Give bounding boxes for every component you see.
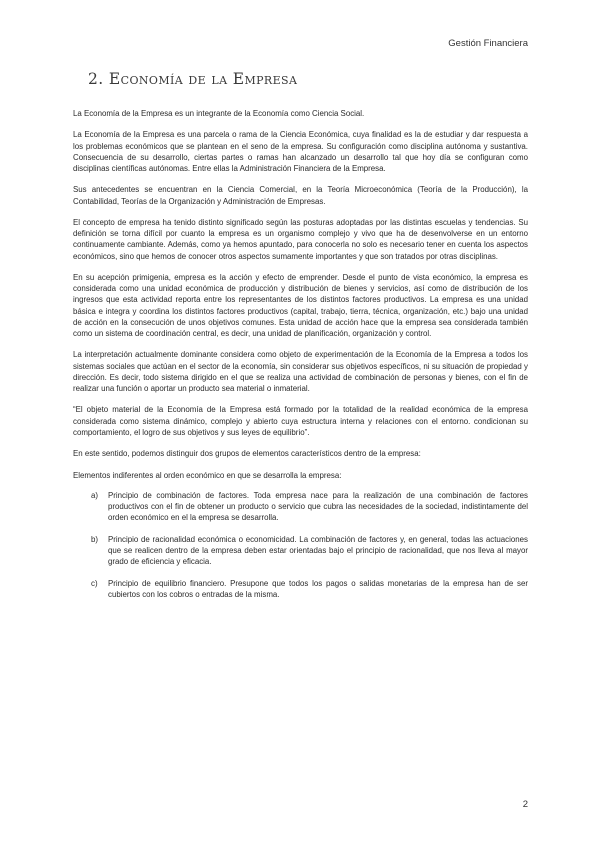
list-item — [91, 490, 528, 524]
list-item — [91, 534, 528, 568]
section-number: 2. — [88, 70, 104, 88]
list-marker: b) — [91, 534, 99, 544]
principles-list — [73, 490, 528, 601]
running-header: Gestión Financiera — [448, 38, 528, 49]
list-lead: Elementos indiferentes al orden económico en que se desarrolla la empresa: — [73, 470, 342, 480]
paragraph: La Economía de la Empresa es un integrante de la Economía como Ciencia Social. — [73, 109, 365, 118]
paragraph: La Economía de la Empresa es una parcela o rama de la Ciencia Económica, cuya finalidad es la de estudiar y dar respuesta a los problemas económicos que se plantean en el seno de la empresa. Su configuración como disciplina autónoma y sustantiva. Consecuencia de su desarrollo, ciertas partes o ramas han alcanzado un desarrollo tal que hoy día se configuran como disciplinas científicas autónomas. Entre ellas la Administración Financiera de la Empresa. — [73, 130, 528, 173]
body-text — [73, 108, 528, 611]
paragraph: En este sentido, podemos distinguir dos grupos de elementos característicos dentro de la empresa: — [73, 449, 421, 459]
section-title — [88, 70, 297, 88]
section-title-text: Economía de la Empresa — [108, 70, 298, 88]
list-item — [91, 578, 528, 600]
paragraph: El concepto de empresa ha tenido distinto significado según las posturas adoptadas por las distintas escuelas y tendencias. Su definición se torna difícil por cuanto la empresa es un organismo complejo y vivo que ha de desenvolverse en un entorno continuamente cambiante. Además, como ya hemos apuntado, para conocerla no solo es necesario tener en cuenta los aspectos económicos, sino que hemos de conocer otros aspectos sumamente importantes y que son tratados por otras disciplinas. — [73, 217, 528, 261]
list-item-text: Principio de equilibrio financiero. Presupone que todos los pagos o salidas monetarias de la empresa han de ser cubiertos con los cobros o entradas de la misma. — [108, 579, 528, 600]
paragraph: Sus antecedentes se encuentran en la Ciencia Comercial, en la Teoría Microeconómica (Teoría de la Producción), la Contabilidad, Teorías de la Organización y Administración de Empresas. — [73, 185, 528, 206]
list-marker: a) — [91, 490, 99, 500]
page-number: 2 — [522, 799, 528, 810]
quote-paragraph: “El objeto material de la Economía de la Empresa está formado por la totalidad de la realidad económica de la empresa considerada como sistema dinámico, complejo y abierto cuya estructura interna y relaciones con el entorno. condicionan su comportamiento, el logro de sus objetivos y sus leyes de equilibrio”. — [73, 405, 528, 437]
list-marker: c) — [91, 579, 98, 588]
list-item-text: Principio de racionalidad económica o economicidad. La combinación de factores y, en general, todas las actuaciones que se realicen dentro de la empresa deben estar orientadas bajo el principio de racionalidad, que nos lleva al mayor grado de eficiencia y eficacia. — [108, 534, 528, 567]
list-item-text: Principio de combinación de factores. Toda empresa nace para la realización de una combinación de factores productivos con el fin de obtener un producto o servicio que cubra las necesidades de la sociedad, indistintamente del orden económico en el la empresa se desarrolla. — [108, 490, 528, 523]
paragraph: La interpretación actualmente dominante considera como objeto de experimentación de la Economía de la Empresa a todos los sistemas sociales que actúan en el sector de la economía, sin considerar sus objetivos específicos, ni su situación de propiedad y dirección. Es decir, todo sistema dirigido en el que se realiza una actividad de combinación de personas y bienes, con el fin de realizar una función o aportar un producto sea material o inmaterial. — [73, 350, 528, 393]
paragraph: En su acepción primigenia, empresa es la acción y efecto de emprender. Desde el punto de vista económico, la empresa es considerada como una unidad económica de producción y distribución de bienes y servicios, así como de distribución de los ingresos que esta actividad reporta entre los representantes de los distintos factores productivos. La empresa es una unidad básica e integra y coordina los distintos factores productivos (capital, trabajo, tierra, técnica, organización, etc.) bajo una unidad de acción en la consecución de unos objetivos comunes. Esta unidad de acción hace que la empresa sea considerada también como un sistema de coordinación central, es decir, una unidad de planificación, organización y control. — [73, 272, 528, 338]
